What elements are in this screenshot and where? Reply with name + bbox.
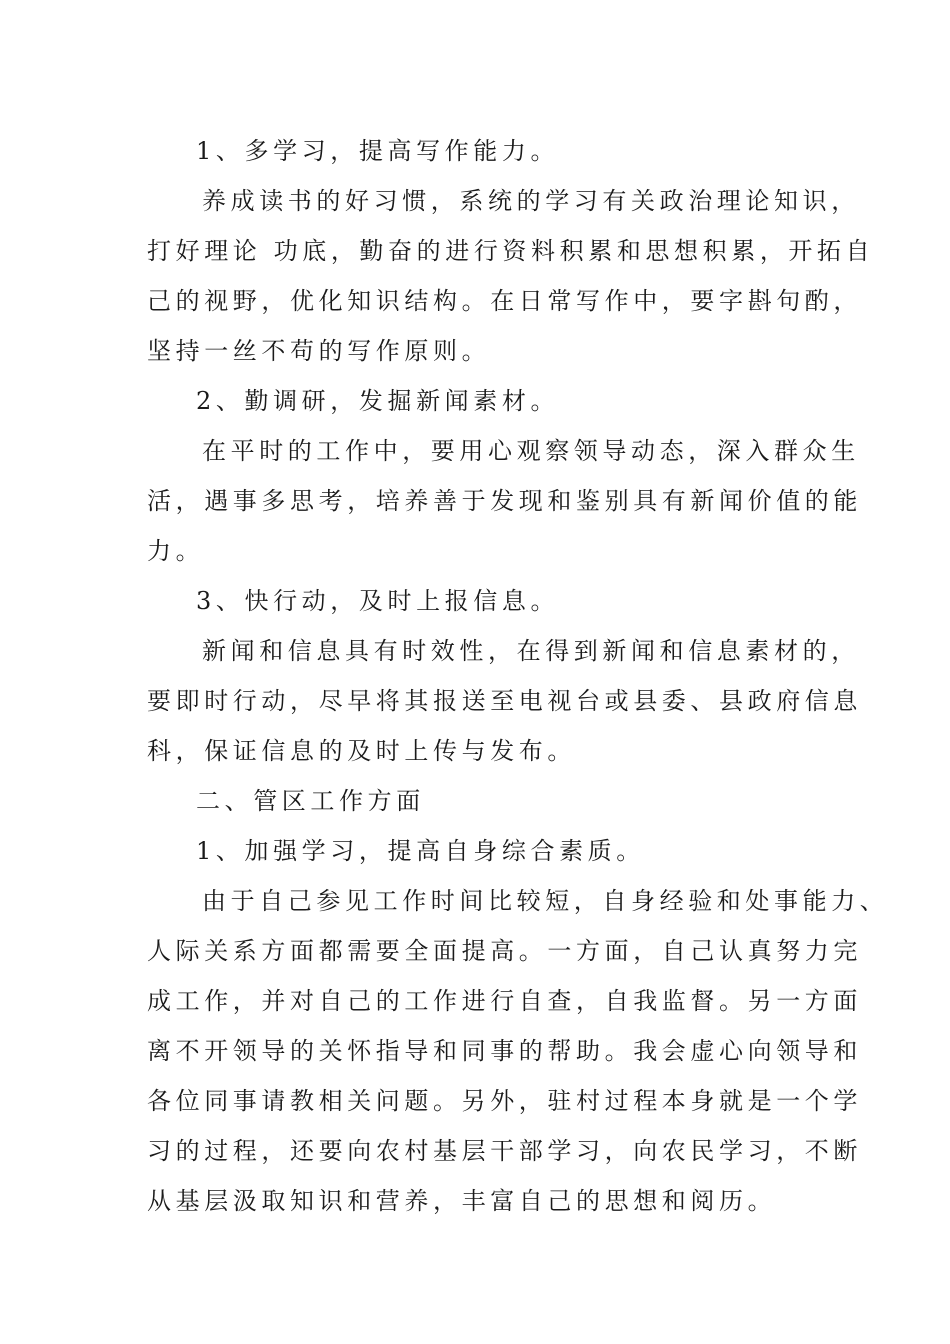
paragraph-research-line-1: 在平时的工作中，要用心观察领导动态，深入群众生	[202, 437, 860, 465]
paragraph-action-line-2: 要即时行动，尽早将其报送至电视台或县委、县政府信息	[147, 687, 862, 715]
paragraph-district-line-5: 各位同事请教相关问题。另外，驻村过程本身就是一个学	[147, 1087, 862, 1115]
paragraph-district-line-3: 成工作，并对自己的工作进行自查，自我监督。另一方面	[147, 987, 862, 1015]
heading-study: 1、多学习，提高写作能力。	[196, 137, 560, 165]
paragraph-research-line-2: 活，遇事多思考，培养善于发现和鉴别具有新闻价值的能	[147, 487, 862, 515]
paragraph-district-line-4: 离不开领导的关怀指导和同事的帮助。我会虚心向领导和	[147, 1037, 862, 1065]
paragraph-research-line-3: 力。	[147, 537, 205, 565]
paragraph-district-line-1: 由于自己参见工作时间比较短，自身经验和处事能力、	[202, 887, 889, 915]
section-heading-district: 二、管区工作方面	[196, 787, 425, 815]
paragraph-study-line-2: 打好理论 功底，勤奋的进行资料积累和思想积累，开拓自	[147, 237, 875, 265]
paragraph-action-line-3: 科，保证信息的及时上传与发布。	[147, 737, 576, 765]
paragraph-district-line-2: 人际关系方面都需要全面提高。一方面，自己认真努力完	[147, 937, 862, 965]
paragraph-district-line-7: 从基层汲取知识和营养，丰富自己的思想和阅历。	[147, 1187, 777, 1215]
paragraph-action-line-1: 新闻和信息具有时效性，在得到新闻和信息素材的，	[202, 637, 860, 665]
paragraph-study-line-3: 己的视野，优化知识结构。在日常写作中，要字斟句酌，	[147, 287, 862, 315]
paragraph-study-line-4: 坚持一丝不苟的写作原则。	[147, 337, 491, 365]
paragraph-district-line-6: 习的过程，还要向农村基层干部学习，向农民学习，不断	[147, 1137, 862, 1165]
paragraph-study-line-1: 养成读书的好习惯，系统的学习有关政治理论知识，	[202, 187, 860, 215]
heading-action: 3、快行动，及时上报信息。	[196, 587, 560, 615]
heading-strengthen-study: 1、加强学习，提高自身综合素质。	[196, 837, 645, 865]
heading-research: 2、勤调研，发掘新闻素材。	[196, 387, 560, 415]
